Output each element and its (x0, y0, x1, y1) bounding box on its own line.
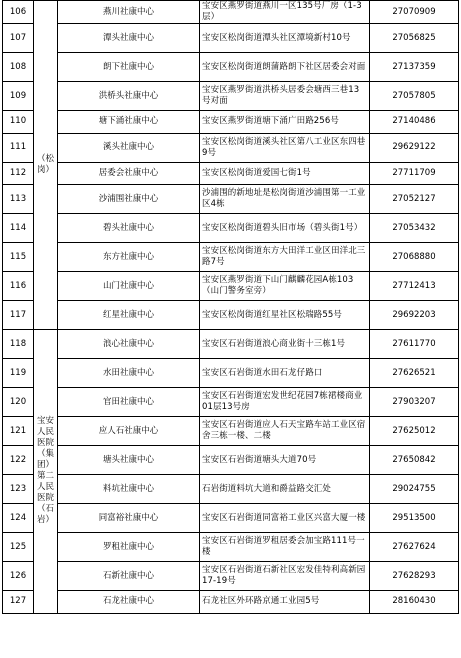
table-row (3, 272, 459, 301)
clinic-name: 料坑社康中心 (58, 475, 200, 504)
clinic-address: 宝安区石岩街道宏发世纪花园7栋裙楼商业01层13号房 (200, 388, 370, 417)
row-number: 108 (3, 53, 34, 82)
clinic-name: 沙浦围社康中心 (58, 185, 200, 214)
clinic-name: 居委会社康中心 (58, 162, 200, 185)
row-number: 120 (3, 388, 34, 417)
table-row (3, 162, 459, 185)
clinic-name: 塘下涌社康中心 (58, 111, 200, 134)
group-label: 宝安人民医院（集团）第二人民医院（石岩） (34, 330, 58, 614)
clinic-name: 应人石社康中心 (58, 417, 200, 446)
clinic-name: 山门社康中心 (58, 272, 200, 301)
row-number: 118 (3, 330, 34, 359)
clinic-name: 红星社康中心 (58, 301, 200, 330)
clinic-phone: 27068880 (370, 243, 459, 272)
clinic-phone: 27057805 (370, 82, 459, 111)
clinic-phone: 27628293 (370, 562, 459, 591)
clinic-phone: 27903207 (370, 388, 459, 417)
table-row (3, 475, 459, 504)
clinic-address: 宝安区石岩街道石新社区宏发佳特利高新园17-19号 (200, 562, 370, 591)
clinic-name: 洪桥头社康中心 (58, 82, 200, 111)
clinic-phone: 27712413 (370, 272, 459, 301)
clinic-name: 水田社康中心 (58, 359, 200, 388)
table-row (3, 504, 459, 533)
clinic-address: 宝安区松岗街道红星社区松瑞路55号 (200, 301, 370, 330)
row-number: 112 (3, 162, 34, 185)
table-row (3, 417, 459, 446)
clinic-phone: 29513500 (370, 504, 459, 533)
table-row (3, 330, 459, 359)
clinic-phone: 27053432 (370, 214, 459, 243)
row-number: 109 (3, 82, 34, 111)
row-number: 119 (3, 359, 34, 388)
clinic-phone: 27137359 (370, 53, 459, 82)
row-number: 114 (3, 214, 34, 243)
clinic-name: 石龙社康中心 (58, 591, 200, 614)
row-number: 122 (3, 446, 34, 475)
table-row (3, 446, 459, 475)
clinic-phone: 27056825 (370, 24, 459, 53)
clinic-name: 官田社康中心 (58, 388, 200, 417)
row-number: 116 (3, 272, 34, 301)
clinic-name: 塘头社康中心 (58, 446, 200, 475)
clinic-address: 宝安区石岩街道浪心商业街十三栋1号 (200, 330, 370, 359)
table-row (3, 111, 459, 134)
table-row (3, 133, 459, 162)
clinic-phone: 27650842 (370, 446, 459, 475)
clinic-address: 宝安区燕罗街道燕川一区135号厂房（1-3层） (200, 1, 370, 24)
clinic-address: 宝安区松岗街道朗蒲路朗下社区居委会对面 (200, 53, 370, 82)
clinic-phone: 27070909 (370, 1, 459, 24)
clinic-name: 东方社康中心 (58, 243, 200, 272)
table-row (3, 53, 459, 82)
clinic-name: 罗租社康中心 (58, 533, 200, 562)
table-row (3, 82, 459, 111)
clinic-phone: 28160430 (370, 591, 459, 614)
table-row (3, 1, 459, 24)
clinic-table (2, 0, 459, 614)
row-number: 125 (3, 533, 34, 562)
clinic-name: 碧头社康中心 (58, 214, 200, 243)
clinic-address: 宝安区松岗街道爱国七街1号 (200, 162, 370, 185)
clinic-address: 宝安区松岗街道潭头社区潭境新村10号 (200, 24, 370, 53)
table-row (3, 214, 459, 243)
clinic-phone: 29629122 (370, 133, 459, 162)
clinic-address: 宝安区燕罗街道洪桥头居委会塘西三巷13号对面 (200, 82, 370, 111)
clinic-phone: 29024755 (370, 475, 459, 504)
clinic-name: 潭头社康中心 (58, 24, 200, 53)
clinic-name: 同富裕社康中心 (58, 504, 200, 533)
clinic-name: 燕川社康中心 (58, 1, 200, 24)
clinic-phone: 27611770 (370, 330, 459, 359)
clinic-name: 石新社康中心 (58, 562, 200, 591)
clinic-address: 宝安区石岩街道应人石天宝路车站工业区宿舍三栋一楼、二楼 (200, 417, 370, 446)
table-row (3, 591, 459, 614)
row-number: 107 (3, 24, 34, 53)
clinic-phone: 27052127 (370, 185, 459, 214)
clinic-address: 石岩街道料坑大道和爵益路交汇处 (200, 475, 370, 504)
table-row (3, 185, 459, 214)
row-number: 113 (3, 185, 34, 214)
clinic-address: 宝安区石岩街道罗租居委会加宝路111号一楼 (200, 533, 370, 562)
row-number: 124 (3, 504, 34, 533)
clinic-phone: 27626521 (370, 359, 459, 388)
table-body (3, 1, 459, 614)
row-number: 111 (3, 133, 34, 162)
clinic-name: 朗下社康中心 (58, 53, 200, 82)
clinic-address: 宝安区松岗街道东方大田洋工业区田洋北三路7号 (200, 243, 370, 272)
table-row (3, 24, 459, 53)
clinic-phone: 27140486 (370, 111, 459, 134)
row-number: 106 (3, 1, 34, 24)
clinic-phone: 29692203 (370, 301, 459, 330)
row-number: 121 (3, 417, 34, 446)
clinic-address: 宝安区松岗街道溪头社区第八工业区东四巷9号 (200, 133, 370, 162)
row-number: 126 (3, 562, 34, 591)
clinic-address: 宝安区石岩街道水田石龙仔路口 (200, 359, 370, 388)
row-number: 127 (3, 591, 34, 614)
clinic-phone: 27711709 (370, 162, 459, 185)
clinic-name: 浪心社康中心 (58, 330, 200, 359)
clinic-address: 宝安区燕罗街道下山门麒麟花园A栋103（山门警务室旁） (200, 272, 370, 301)
row-number: 123 (3, 475, 34, 504)
row-number: 110 (3, 111, 34, 134)
clinic-address: 石龙社区外环路京通工业园5号 (200, 591, 370, 614)
table-row (3, 243, 459, 272)
table-row (3, 359, 459, 388)
clinic-address: 宝安区燕罗街道塘下涌广田路256号 (200, 111, 370, 134)
group-label: （松岗） (34, 1, 58, 330)
table-row (3, 301, 459, 330)
clinic-address: 宝安区石岩街道同富裕工业区兴富大厦一楼 (200, 504, 370, 533)
table-row (3, 562, 459, 591)
clinic-address: 宝安区松岗街道碧头旧市场（碧头街1号） (200, 214, 370, 243)
table-row (3, 388, 459, 417)
table-row (3, 533, 459, 562)
clinic-name: 溪头社康中心 (58, 133, 200, 162)
row-number: 117 (3, 301, 34, 330)
clinic-phone: 27625012 (370, 417, 459, 446)
row-number: 115 (3, 243, 34, 272)
clinic-address: 沙浦围的新地址是松岗街道沙浦围第一工业区4栋 (200, 185, 370, 214)
clinic-address: 宝安区石岩街道塘头大道70号 (200, 446, 370, 475)
clinic-phone: 27627624 (370, 533, 459, 562)
